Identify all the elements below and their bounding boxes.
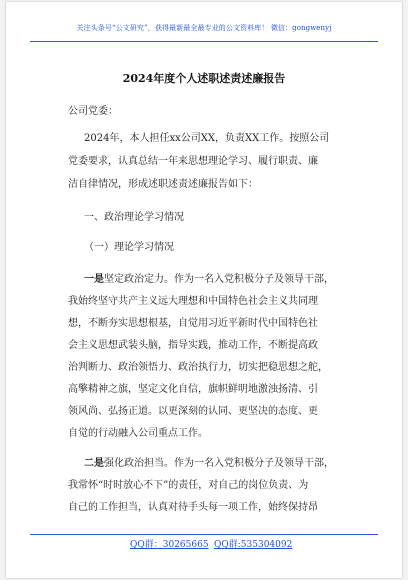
paragraph-2-line: 自己的工作担当，认真对待手头每一项工作，始终保持昂 <box>68 502 318 513</box>
document-page <box>6 2 402 578</box>
footer-divider <box>30 534 378 535</box>
document-title: 2024年度个人述职述责述廉报告 <box>122 72 286 85</box>
paragraph-2-first-line <box>84 454 334 469</box>
paragraph-2-first-text: 强化政治担当。作为一名入党积极分子及领导干部， <box>104 458 334 469</box>
header-notice: 关注头条号“公文研究”，获得最新最全最专业的公文资料库！ 微信：gongwenyj <box>76 24 332 32</box>
paragraph-1-first-line <box>84 270 334 285</box>
footer-qq-group-2[interactable]: QQ群:535304092 <box>214 540 293 550</box>
paragraph-1-lead: 一是 <box>84 274 104 285</box>
section-heading: 一、政治理论学习情况 <box>84 212 184 223</box>
paragraph-1-line: 会主义思想武装头脑，指导实践，推动工作，不断提高政 <box>68 340 318 351</box>
salutation: 公司党委： <box>68 106 118 117</box>
paragraph-2-line: 我常怀“时时放心不下”的责任，对自己的岗位负责、为 <box>68 480 309 491</box>
intro-line-1: 2024年，本人担任xx公司XX，负责XX工作。按照公司 <box>84 133 330 144</box>
intro-line-3: 洁自律情况，形成述职述责述廉报告如下： <box>68 179 258 190</box>
paragraph-1-line: 自觉的行动融入公司重点工作。 <box>68 428 208 439</box>
footer-qq-group-1[interactable]: QQ群：30265665 <box>130 540 209 550</box>
paragraph-1-line: 我始终坚守共产主义远大理想和中国特色社会主义共同理 <box>68 296 318 307</box>
intro-line-2: 党委要求，认真总结一年来思想理论学习、履行职责、廉 <box>68 156 318 167</box>
paragraph-1-line: 想，不断夯实思想根基，自觉用习近平新时代中国特色社 <box>68 318 318 329</box>
header-divider <box>30 41 378 42</box>
paragraph-2-lead: 二是 <box>84 458 104 469</box>
subsection-heading: （一）理论学习情况 <box>84 242 174 253</box>
paragraph-1-line: 治判断力、政治领悟力、政治执行力，切实把稳思想之舵， <box>68 362 328 373</box>
paragraph-1-line: 高擎精神之旗，坚定文化自信，旗帜鲜明地激浊扬清、引 <box>68 384 318 395</box>
paragraph-1-first-text: 坚定政治定力。作为一名入党积极分子及领导干部， <box>104 274 334 285</box>
paragraph-1-line: 领风尚、弘扬正道。以更深刻的认同、更坚决的态度、更 <box>68 406 318 417</box>
